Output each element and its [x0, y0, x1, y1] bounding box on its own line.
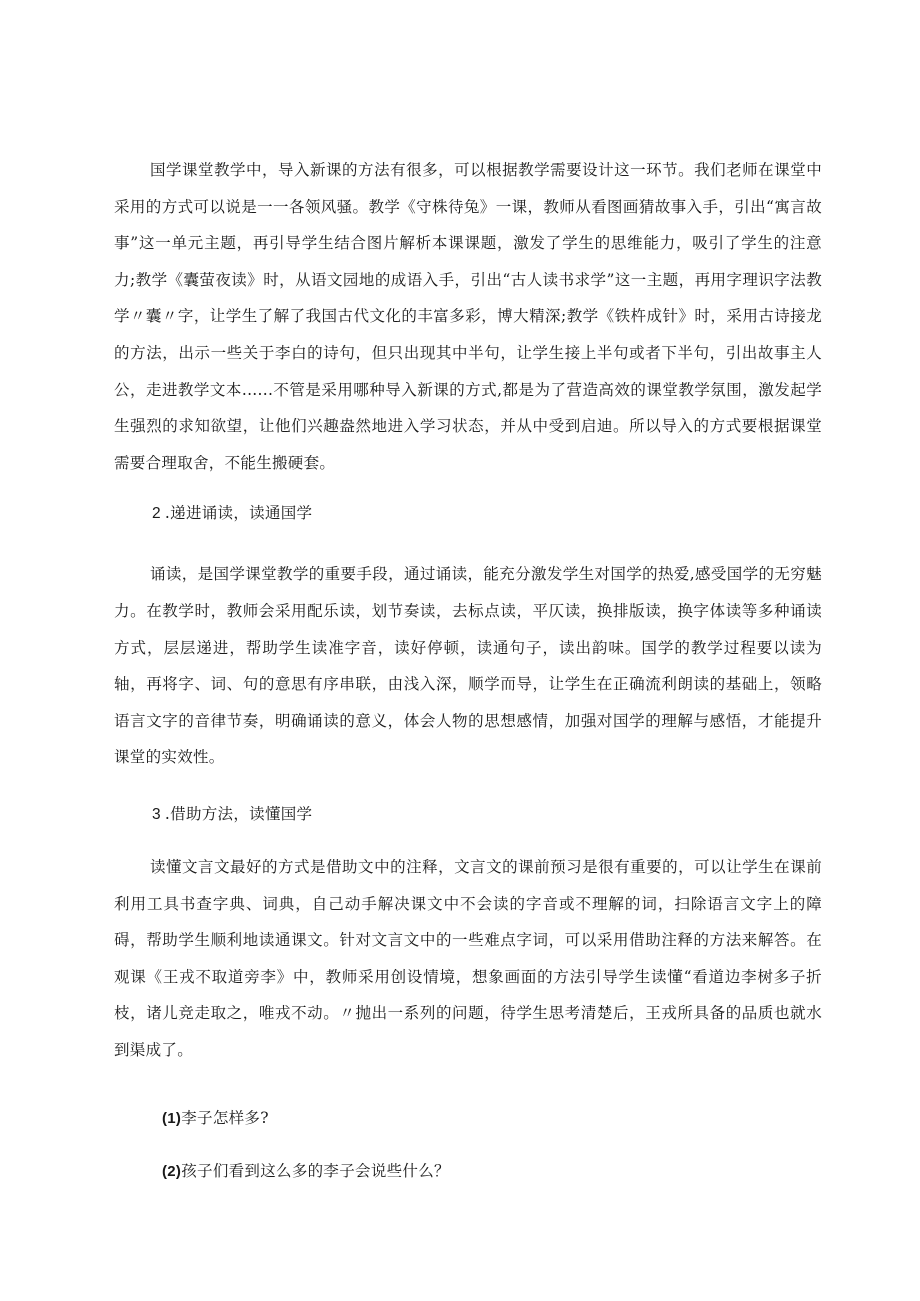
question-item — [114, 1153, 822, 1190]
paragraph-intro: 国学课堂教学中，导入新课的方法有很多，可以根据教学需要设计这一环节。我们老师在课堂中采用的方式可以说是一一各领风骚。教学《守株待兔》一课，教师从看图画猜故事入手，引出“寓言故事”这一单元主题，再引导学生结合图片解析本课课题，激发了学生的思维能力，吸引了学生的注意力;教学《囊萤夜读》时，从语文园地的成语入手，引出“古人读书求学”这一主题，再用字理识字法教学〃囊〃字，让学生了解了我国古代文化的丰富多彩，博大精深;教学《铁杵成针》时，采用古诗接龙的方法，出示一些关于李白的诗句，但只出现其中半句，让学生接上半句或者下半句，引出故事主人公，走进教学文本......不管是采用哪种导入新课的方式,都是为了营造高效的课堂教学氛围，激发起学生强烈的求知欲望，让他们兴趣盎然地进入学习状态，并从中受到启迪。所以导入的方式要根据课堂需要合理取舍，不能生搬硬套。 — [114, 161, 822, 472]
paragraph-methods: 读懂文言文最好的方式是借助文中的注释，文言文的课前预习是很有重要的，可以让学生在课前利用工具书查字典、词典，自己动手解决课文中不会读的字音或不理解的词，扫除语言文字上的障碍，帮助学生顺利地读通课文。针对文言文中的一些难点字词，可以采用借助注释的方法来解答。在观课《王戎不取道旁李》中，教师采用创设情境，想象画面的方法引导学生读懂“看道边李树多子折枝，诸儿竞走取之，唯戎不动。〃抛出一系列的问题，待学生思考清楚后，王戎所具备的品质也就水到渠成了。 — [114, 857, 822, 1059]
question-number: (1) — [162, 1110, 182, 1128]
section-number: 2 — [152, 505, 161, 523]
section-title: .借助方法，读懂国学 — [164, 804, 313, 823]
section-number: 3 — [152, 805, 161, 823]
section-heading-2 — [114, 495, 822, 532]
section-heading-3 — [114, 796, 822, 833]
question-number: (2) — [162, 1163, 182, 1181]
question-item — [114, 1100, 822, 1137]
question-text: 李子怎样多? — [181, 1109, 269, 1128]
document-body — [114, 152, 822, 1190]
section-title: .递进诵读，读通国学 — [164, 504, 313, 523]
paragraph-recitation: 诵读，是国学课堂教学的重要手段，通过诵读，能充分激发学生对国学的热爱,感受国学的无穷魅力。在教学时，教师会采用配乐读，划节奏读，去标点读，平仄读，换排版读，换字体读等多种诵读方式，层层递进，帮助学生读准字音，读好停顿，读通句子，读出韵味。国学的教学过程要以读为轴，再将字、词、句的意思有序串联，由浅入深，顺学而导，让学生在正确流利朗读的基础上，领略语言文字的音律节奏，明确诵读的意义，体会人物的思想感情，加强对国学的理解与感悟，才能提升课堂的实效性。 — [114, 565, 822, 767]
question-text: 孩子们看到这么多的李子会说些什么？ — [181, 1162, 450, 1181]
